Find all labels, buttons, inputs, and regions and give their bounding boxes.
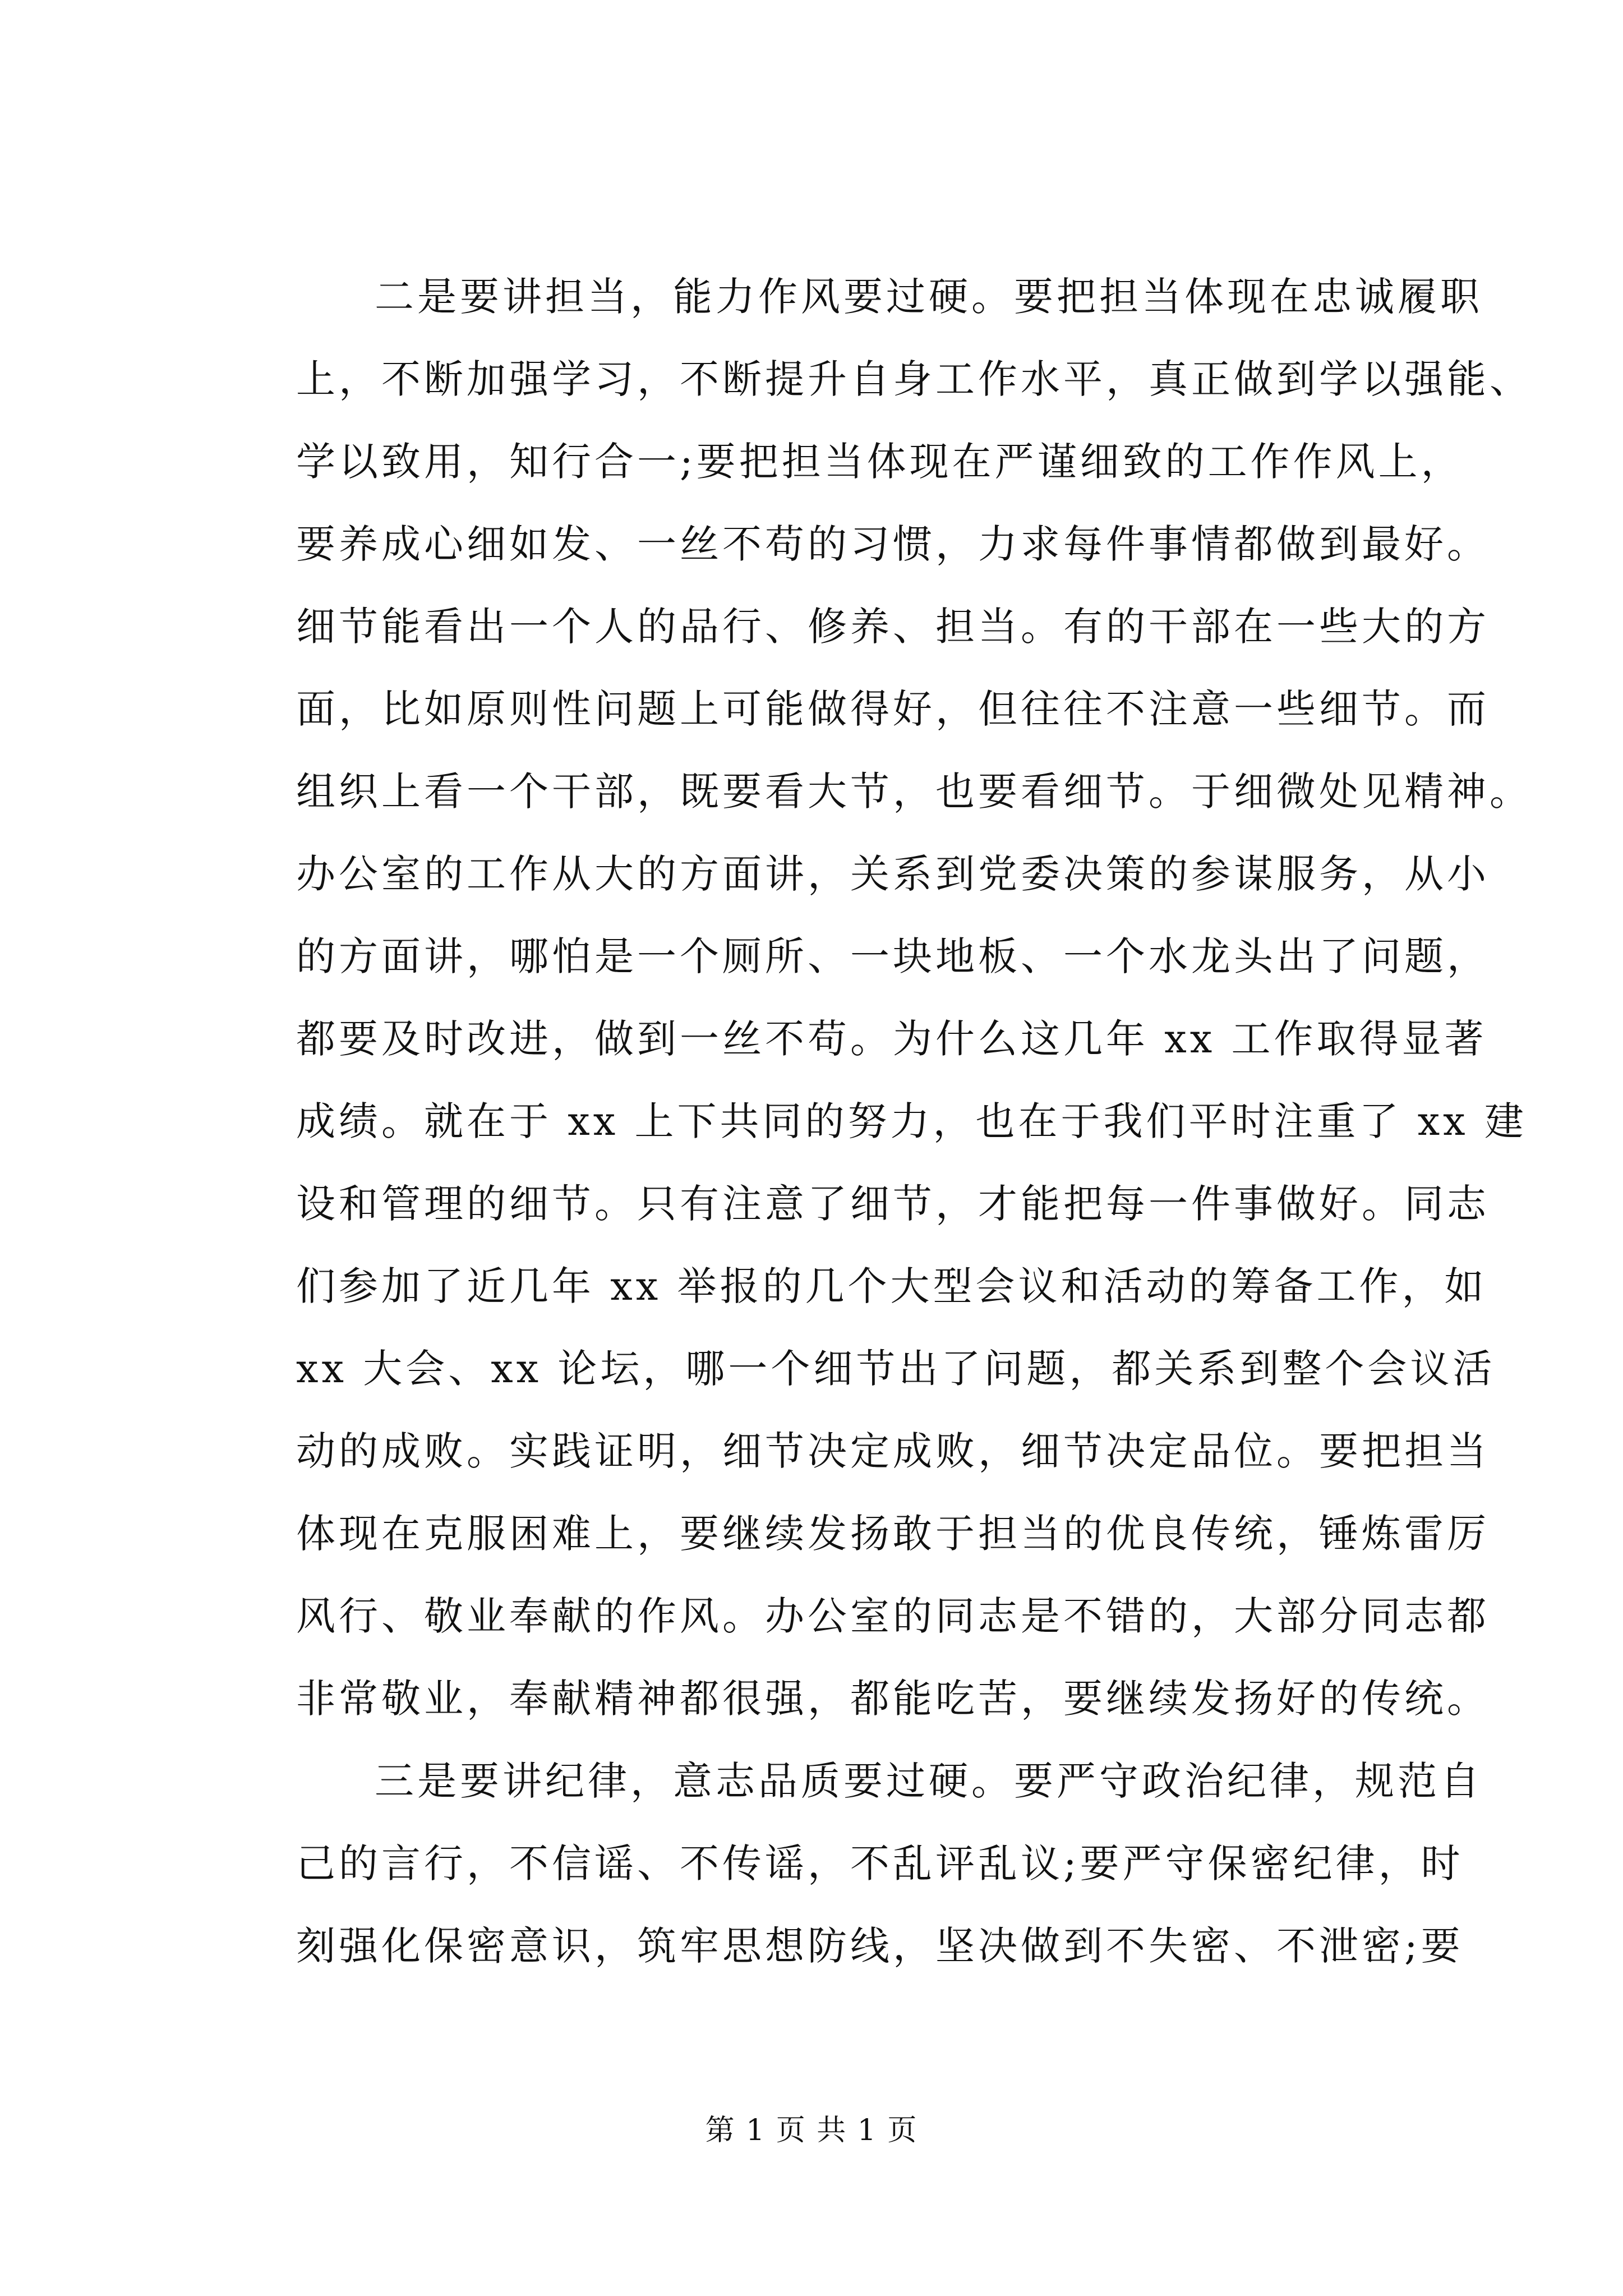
text-line: 二是要讲担当，能力作风要过硬。要把担当体现在忠诚履职 bbox=[375, 274, 1483, 320]
page-number-label: 第 1 页 共 1 页 bbox=[705, 2114, 918, 2147]
text-line: 风行、敬业奉献的作风。办公室的同志是不错的，大部分同志都 bbox=[296, 1593, 1490, 1639]
text-line: 三是要讲纪律，意志品质要过硬。要严守政治纪律，规范自 bbox=[375, 1758, 1483, 1804]
text-line: 己的言行，不信谣、不传谣，不乱评乱议;要严守保密纪律，时 bbox=[296, 1841, 1464, 1887]
text-line: 的方面讲，哪怕是一个厕所、一块地板、一个水龙头出了问题， bbox=[296, 933, 1490, 979]
text-line: 面，比如原则性问题上可能做得好，但往往不注意一些细节。而 bbox=[296, 686, 1490, 732]
text-line: 学以致用，知行合一;要把担当体现在严谨细致的工作作风上， bbox=[296, 439, 1464, 485]
text-line: 刻强化保密意识，筑牢思想防线，坚决做到不失密、不泄密;要 bbox=[296, 1923, 1464, 1969]
text-line: 动的成败。实践证明，细节决定成败，细节决定品位。要把担当 bbox=[296, 1428, 1490, 1474]
page-footer bbox=[0, 2108, 1623, 2153]
text-line: 设和管理的细节。只有注意了细节，才能把每一件事做好。同志 bbox=[296, 1181, 1490, 1227]
document-body bbox=[296, 256, 1532, 1987]
paragraph-1 bbox=[296, 256, 1532, 1740]
text-line: 上，不断加强学习，不断提升自身工作水平，真正做到学以强能、 bbox=[296, 356, 1532, 402]
text-line: 细节能看出一个人的品行、修养、担当。有的干部在一些大的方 bbox=[296, 604, 1490, 650]
text-line: 都要及时改进，做到一丝不苟。为什么这几年 xx 工作取得显著 bbox=[296, 1016, 1487, 1062]
text-line: 办公室的工作从大的方面讲，关系到党委决策的参谋服务，从小 bbox=[296, 851, 1490, 897]
text-line: xx 大会、xx 论坛，哪一个细节出了问题，都关系到整个会议活 bbox=[296, 1346, 1496, 1392]
text-line: 体现在克服困难上，要继续发扬敢于担当的优良传统，锤炼雷厉 bbox=[296, 1511, 1490, 1557]
text-line: 组织上看一个干部，既要看大节，也要看细节。于细微处见精神。 bbox=[296, 769, 1532, 815]
text-line: 成绩。就在于 xx 上下共同的努力，也在于我们平时注重了 xx 建 bbox=[296, 1098, 1527, 1144]
text-line: 们参加了近几年 xx 举报的几个大型会议和活动的筹备工作，如 bbox=[296, 1263, 1487, 1309]
text-line: 要养成心细如发、一丝不苟的习惯，力求每件事情都做到最好。 bbox=[296, 521, 1490, 567]
paragraph-2 bbox=[296, 1740, 1483, 1987]
text-line: 非常敬业，奉献精神都很强，都能吃苦，要继续发扬好的传统。 bbox=[296, 1676, 1490, 1722]
